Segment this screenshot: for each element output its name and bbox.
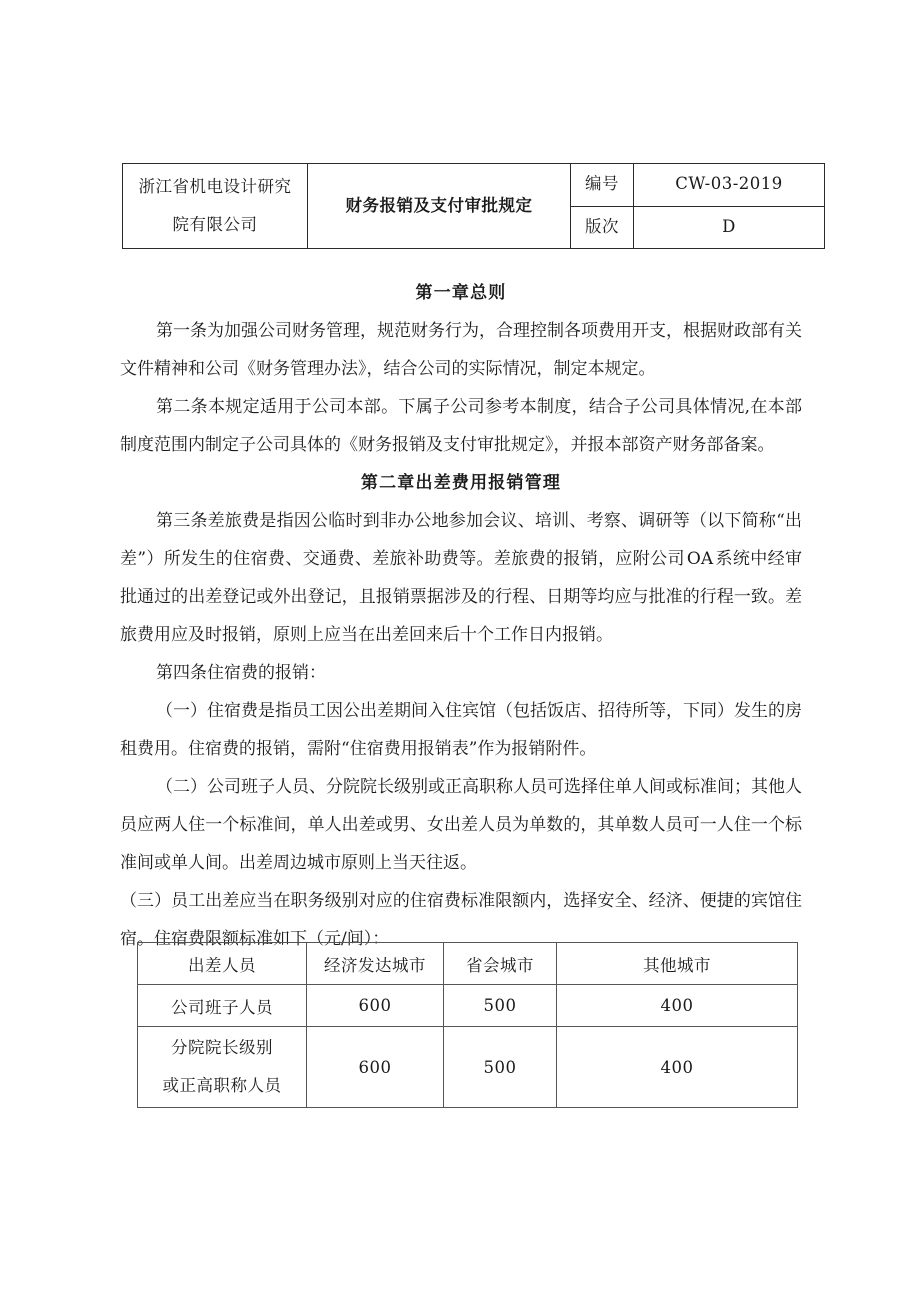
column-header-provincial-city: 省会城市: [444, 943, 557, 985]
article-3-text-part-2: 系统中经审批通过的出差登记或外出登记，且报销票据涉及的行程、日期等均应与批准的行程一致。差旅费用应及时报销，原则上应当在出差回来后十个工作日内报销。: [120, 549, 802, 645]
rate-other-city: 400: [557, 1027, 798, 1108]
organization-name-cell: [123, 164, 308, 249]
row-label-branch-director-line-1: 分院院长级别: [171, 1038, 273, 1057]
rate-provincial-city: 500: [444, 1027, 557, 1108]
article-4-item-2: （二）公司班子人员、分院院长级别或正高职称人员可选择住单人间或标准间；其他人员应两人住一个标准间，单人出差或男、女出差人员为单数的，其单数人员可一人住一个标准间或单人间。出差周边城市原则上当天往返。: [120, 777, 802, 873]
document-code-label: 编号: [571, 164, 634, 207]
rate-other-city: 400: [557, 985, 798, 1027]
row-label-company-leadership: 公司班子人员: [138, 985, 307, 1027]
document-header-table: [122, 163, 825, 249]
article-3-text-part-1: 第三条差旅费是指因公临时到非办公地参加会议、培训、考察、调研等（以下简称“出差”）所发生的住宿费、交通费、差旅补助费等。差旅费的报销，应附公司: [120, 511, 802, 569]
article-4-paragraph: 第四条住宿费的报销：: [156, 663, 326, 683]
document-version-label: 版次: [571, 206, 634, 249]
chapter-2-heading: 第二章出差费用报销管理: [360, 473, 562, 493]
document-body: [120, 274, 802, 958]
article-2-paragraph: 第二条本规定适用于公司本部。下属子公司参考本制度，结合子公司具体情况,在本部制度范围内制定子公司具体的《财务报销及支付审批规定》，并报本部资产财务部备案。: [120, 397, 802, 455]
table-header-row: [138, 943, 798, 985]
article-4-item-1: （一）住宿费是指员工因公出差期间入住宾馆（包括饭店、招待所等，下同）发生的房租费用。住宿费的报销，需附“住宿费用报销表”作为报销附件。: [120, 701, 802, 759]
table-row: [138, 985, 798, 1027]
table-row: [123, 164, 825, 207]
column-header-developed-city: 经济发达城市: [307, 943, 444, 985]
row-label-branch-director: [138, 1027, 307, 1108]
rate-developed-city: 600: [307, 1027, 444, 1108]
accommodation-rate-table: [137, 942, 798, 1108]
article-3-paragraph: [120, 502, 802, 654]
column-header-traveler: 出差人员: [138, 943, 307, 985]
column-header-other-city: 其他城市: [557, 943, 798, 985]
oa-system-label: OA: [686, 549, 714, 569]
table-row: [138, 1027, 798, 1108]
organization-name-line-2: 院有限公司: [172, 215, 258, 234]
organization-name-line-1: 浙江省机电设计研究: [138, 177, 292, 196]
rate-developed-city: 600: [307, 985, 444, 1027]
row-label-branch-director-line-2: 或正高职称人员: [162, 1076, 282, 1095]
rate-provincial-city: 500: [444, 985, 557, 1027]
document-version-value: D: [634, 206, 825, 249]
article-4-item-3: （三）员工出差应当在职务级别对应的住宿费标准限额内，选择安全、经济、便捷的宾馆住宿。住宿费限额标准如下（元/间）：: [120, 891, 802, 949]
chapter-1-heading: 第一章总则: [415, 283, 507, 303]
document-code-value: CW-03-2019: [634, 164, 825, 207]
article-1-paragraph: 第一条为加强公司财务管理，规范财务行为，合理控制各项费用开支，根据财政部有关文件精神和公司《财务管理办法》，结合公司的实际情况，制定本规定。: [120, 321, 802, 379]
document-title-cell: 财务报销及支付审批规定: [308, 164, 571, 249]
